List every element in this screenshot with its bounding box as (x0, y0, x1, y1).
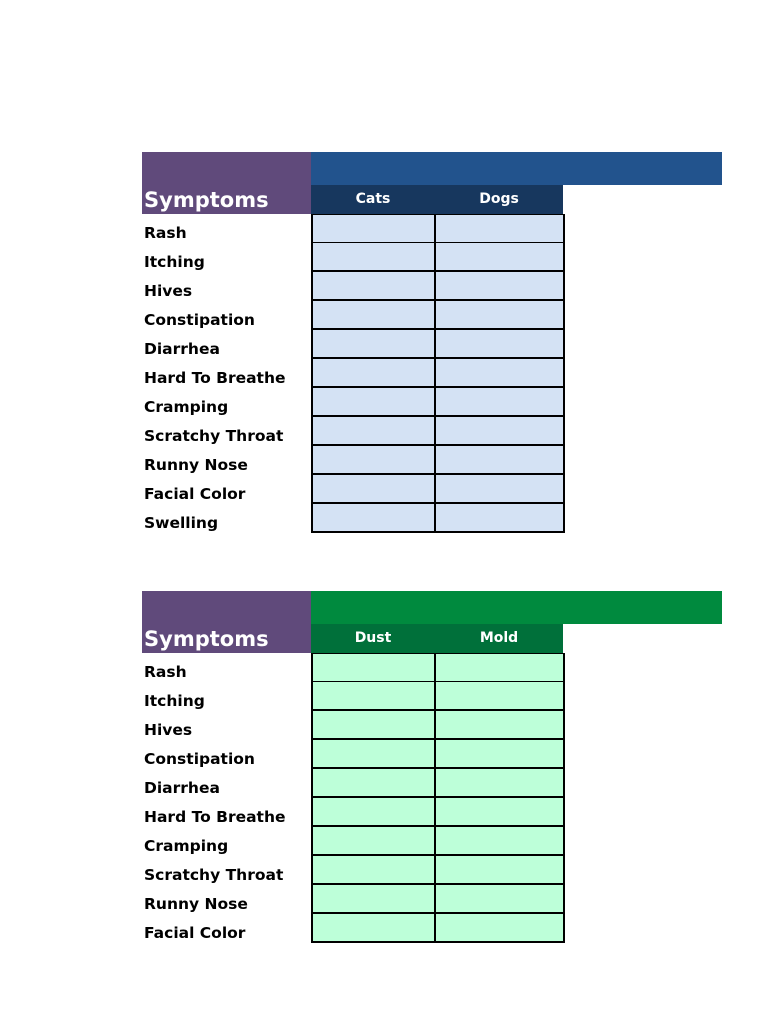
symptom-label: Itching (144, 253, 205, 271)
entry-cell-dogs[interactable] (434, 446, 565, 475)
entry-cell-dogs[interactable] (434, 417, 565, 446)
entry-cell-dogs[interactable] (434, 272, 565, 301)
symptom-label: Rash (144, 663, 187, 681)
entry-cell-cats[interactable] (311, 301, 437, 330)
entry-cell-dust[interactable] (311, 856, 437, 885)
entry-cell-dust[interactable] (311, 914, 437, 943)
column-header-mold: Mold (435, 624, 563, 653)
entry-cell-cats[interactable] (311, 359, 437, 388)
entry-cell-mold[interactable] (434, 827, 565, 856)
entry-cell-cats[interactable] (311, 388, 437, 417)
symptom-label: Diarrhea (144, 340, 220, 358)
entry-cell-mold[interactable] (434, 914, 565, 943)
symptom-label: Swelling (144, 514, 219, 532)
entry-cell-cats[interactable] (311, 475, 437, 504)
entry-cell-dogs[interactable] (434, 330, 565, 359)
entry-cell-dust[interactable] (311, 653, 437, 683)
entry-cell-cats[interactable] (311, 504, 437, 533)
entry-cell-mold[interactable] (434, 769, 565, 798)
entry-cell-dogs[interactable] (434, 214, 565, 244)
symptom-label: Cramping (144, 837, 229, 855)
entry-cell-mold[interactable] (434, 856, 565, 885)
entry-cell-dust[interactable] (311, 885, 437, 914)
entry-cell-cats[interactable] (311, 214, 437, 244)
column-header-dogs: Dogs (435, 185, 563, 214)
column-header-cats: Cats (311, 185, 435, 214)
entry-cell-cats[interactable] (311, 272, 437, 301)
entry-cell-dogs[interactable] (434, 301, 565, 330)
entry-cell-dogs[interactable] (434, 504, 565, 533)
entry-cell-dust[interactable] (311, 827, 437, 856)
entry-cell-cats[interactable] (311, 446, 437, 475)
symptom-label: Cramping (144, 398, 229, 416)
entry-cell-dust[interactable] (311, 682, 437, 711)
table-top-band (311, 591, 722, 624)
symptom-label: Constipation (144, 311, 255, 329)
entry-cell-mold[interactable] (434, 682, 565, 711)
symptoms-heading: Symptoms (144, 627, 269, 651)
entry-cell-dust[interactable] (311, 740, 437, 769)
symptom-label: Itching (144, 692, 205, 710)
entry-cell-dogs[interactable] (434, 243, 565, 272)
entry-cell-dogs[interactable] (434, 359, 565, 388)
column-header-dust: Dust (311, 624, 435, 653)
symptom-label: Scratchy Throat (144, 427, 284, 445)
symptom-label: Hard To Breathe (144, 369, 286, 387)
symptom-label: Scratchy Throat (144, 866, 284, 884)
entry-cell-mold[interactable] (434, 711, 565, 740)
symptom-label: Runny Nose (144, 456, 248, 474)
entry-cell-cats[interactable] (311, 330, 437, 359)
symptom-label: Facial Color (144, 485, 246, 503)
symptom-label: Diarrhea (144, 779, 220, 797)
entry-cell-mold[interactable] (434, 885, 565, 914)
symptom-label: Runny Nose (144, 895, 248, 913)
symptom-label: Constipation (144, 750, 255, 768)
entry-cell-cats[interactable] (311, 417, 437, 446)
entry-cell-dogs[interactable] (434, 388, 565, 417)
symptom-label: Facial Color (144, 924, 246, 942)
symptom-label: Hives (144, 282, 193, 300)
symptoms-heading: Symptoms (144, 188, 269, 212)
entry-cell-mold[interactable] (434, 798, 565, 827)
entry-cell-dust[interactable] (311, 798, 437, 827)
entry-cell-dust[interactable] (311, 711, 437, 740)
symptom-label: Rash (144, 224, 187, 242)
symptom-label: Hard To Breathe (144, 808, 286, 826)
symptom-label: Hives (144, 721, 193, 739)
entry-cell-mold[interactable] (434, 740, 565, 769)
entry-cell-mold[interactable] (434, 653, 565, 683)
entry-cell-dust[interactable] (311, 769, 437, 798)
entry-cell-cats[interactable] (311, 243, 437, 272)
table-top-band (311, 152, 722, 185)
entry-cell-dogs[interactable] (434, 475, 565, 504)
